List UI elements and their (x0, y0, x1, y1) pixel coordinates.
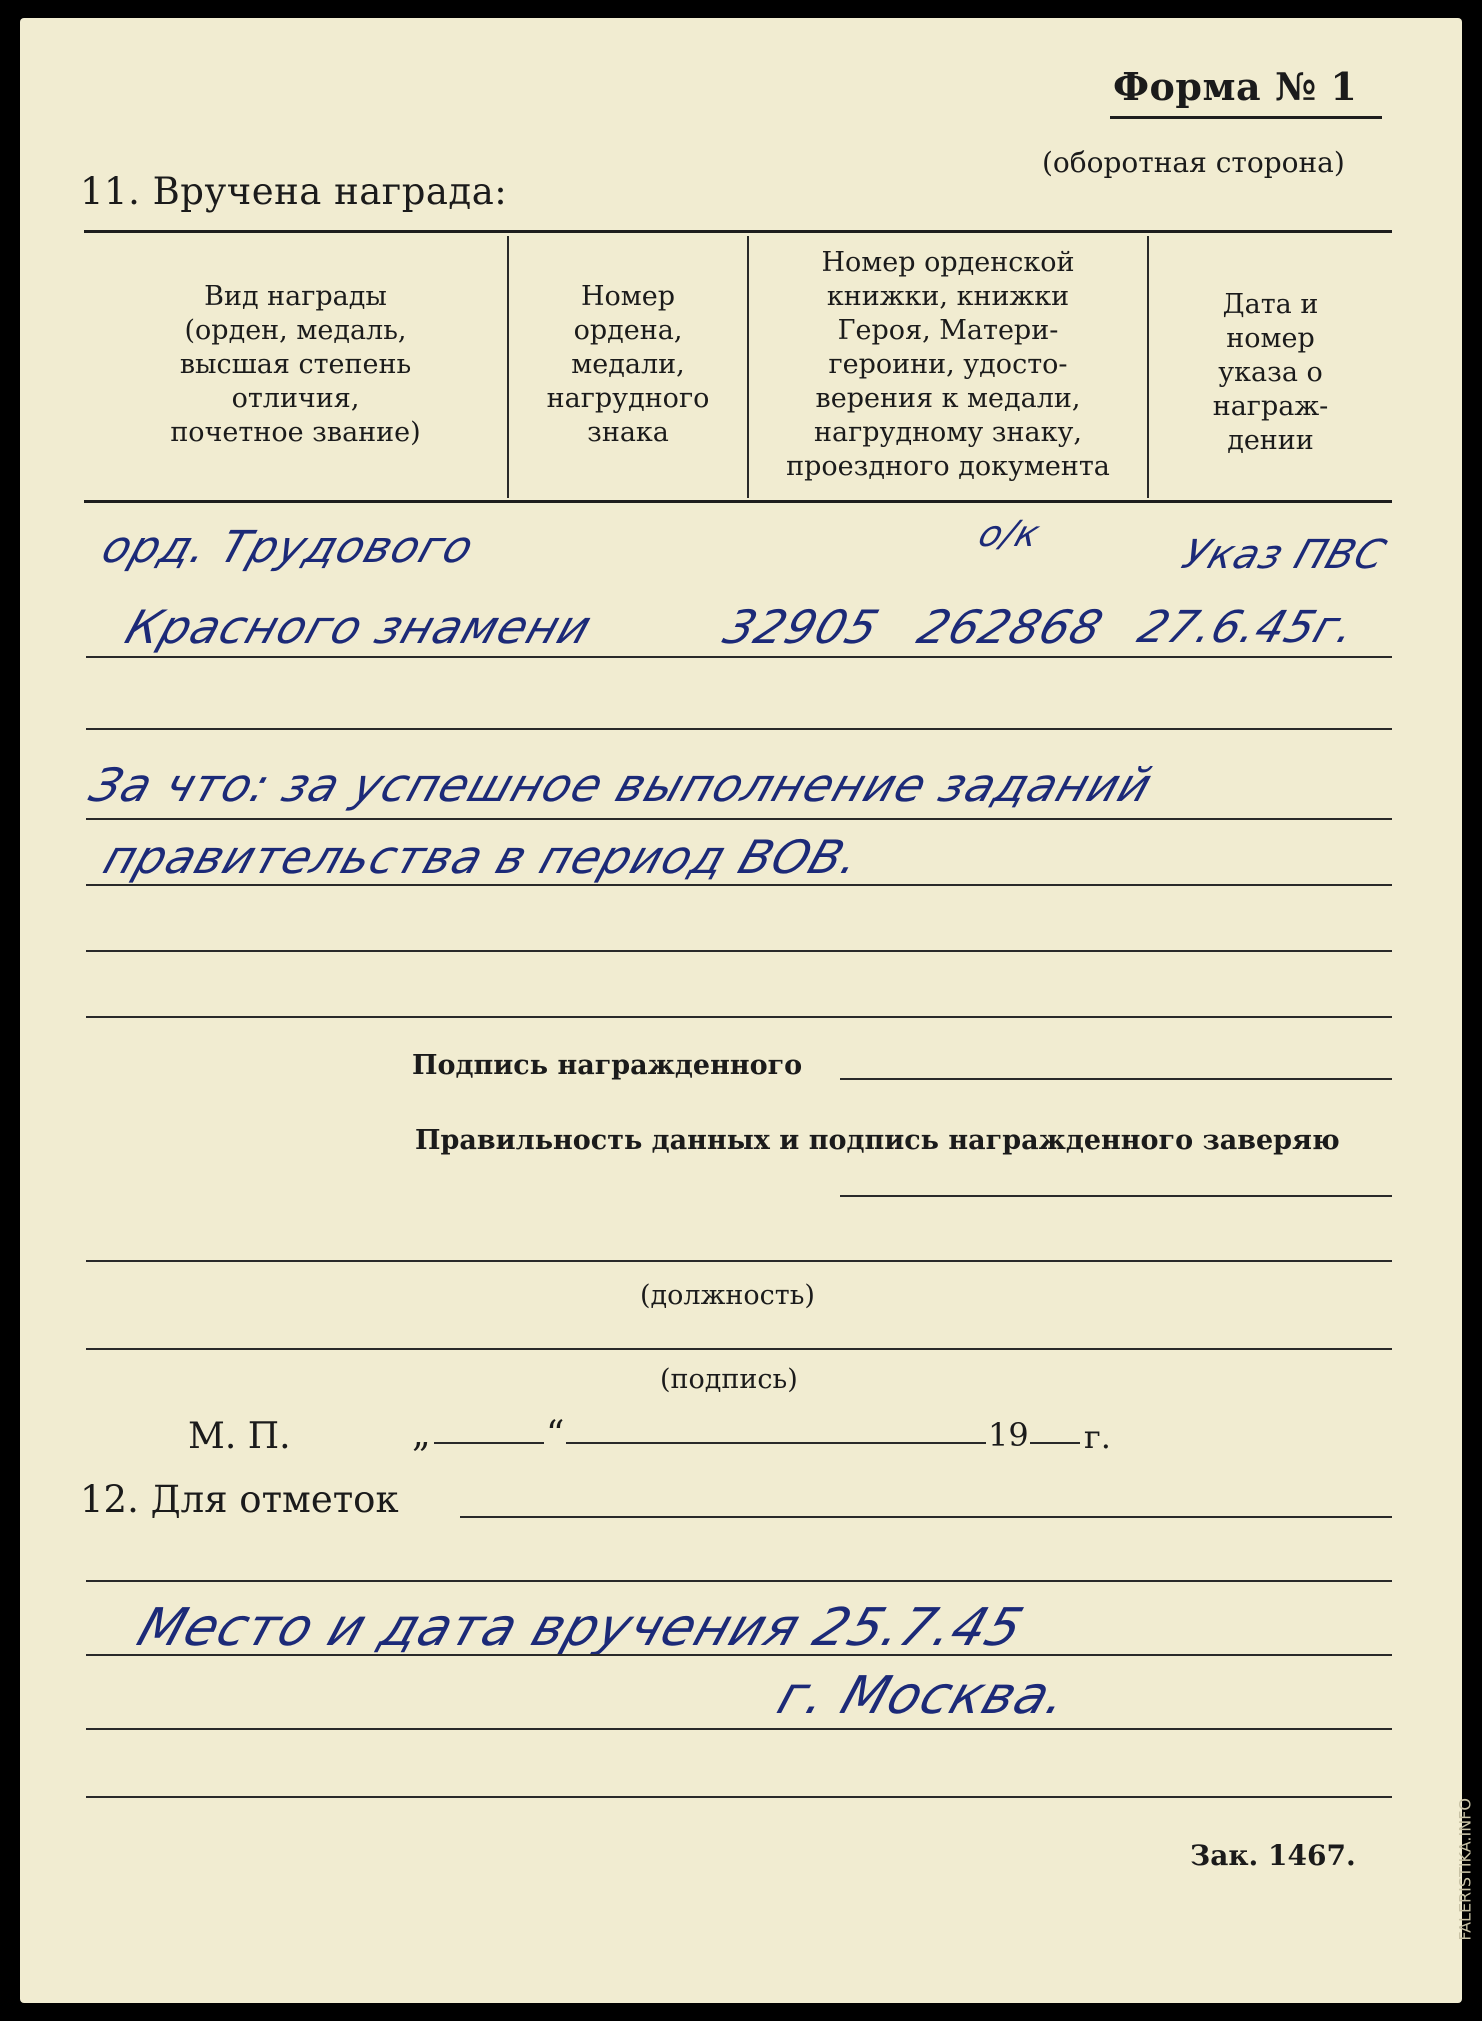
table-top-border (84, 230, 1392, 233)
year-suffix: г. (1084, 1418, 1111, 1456)
handwritten-notes-line1: Место и дата вручения 25.7.45 (130, 1598, 1031, 1658)
column-header-decree: Дата и номер указа о награж- дении (1212, 289, 1329, 456)
order-reference: Зак. 1467. (1190, 1839, 1356, 1872)
reason-line-2 (86, 884, 1392, 886)
position-line (86, 1260, 1392, 1262)
reason-line-3 (86, 950, 1392, 952)
handwritten-award-line2: Красного знамени (119, 600, 599, 654)
signature-caption: (подпись) (660, 1364, 798, 1395)
reason-line-4 (86, 1016, 1392, 1018)
section-11-title: 11. Вручена награда: (80, 170, 508, 213)
date-year-line (1030, 1442, 1080, 1444)
handwritten-award-line1: орд. Трудового (95, 522, 481, 573)
handwritten-booklet-mark: о/к (973, 514, 1046, 555)
form-page (20, 18, 1475, 2003)
notes-line-2 (86, 1654, 1392, 1656)
handwritten-reason-line1: За что: за успешное выполнение заданий (83, 758, 1160, 812)
signature-line (86, 1348, 1392, 1350)
certify-line (840, 1195, 1392, 1197)
table-row-line-1 (86, 656, 1392, 658)
form-title: Форма № 1 (1113, 64, 1358, 109)
stamp-label: М. П. (188, 1416, 291, 1457)
reason-line-1 (86, 818, 1392, 820)
handwritten-decree-date: 27.6.45г. (1131, 602, 1363, 653)
notes-line-3 (86, 1728, 1392, 1730)
date-close-quote: “ (546, 1414, 565, 1455)
table-row-line-2 (86, 728, 1392, 730)
handwritten-booklet-number: 262868 (911, 600, 1111, 654)
recipient-signature-label: Подпись награжденного (412, 1050, 803, 1081)
table-header-bottom-border (84, 500, 1392, 503)
recipient-signature-line (840, 1078, 1392, 1080)
site-watermark: FALERISTIKA.INFO (1456, 1798, 1475, 1941)
position-caption: (должность) (640, 1280, 815, 1311)
year-prefix: 19 (988, 1416, 1029, 1454)
handwritten-decree-line1: Указ ПВС (1176, 532, 1392, 578)
notes-line-4 (86, 1796, 1392, 1798)
column-header-award-type: Вид награды (орден, медаль, высшая степень отличия, почетное звание) (170, 281, 421, 448)
date-open-quote: „ (412, 1414, 431, 1455)
form-side-note: (оборотная сторона) (1042, 146, 1345, 179)
date-month-line (566, 1442, 986, 1444)
certify-label: Правильность данных и подпись награжденного заверяю (415, 1125, 1340, 1156)
handwritten-notes-line2: г. Москва. (770, 1666, 1076, 1726)
notes-line-1 (86, 1580, 1392, 1582)
form-title-underline (1110, 116, 1382, 119)
column-header-award-number: Номер ордена, медали, нагрудного знака (546, 281, 710, 448)
column-header-booklet-number: Номер орденской книжки, книжки Героя, Матери- героини, удосто- верения к медали, нагрудному знаку, проездного документа (786, 247, 1110, 482)
notes-line-0 (460, 1516, 1392, 1518)
handwritten-reason-line2: правительства в период ВОВ. (97, 830, 868, 884)
section-12-title: 12. Для отметок (80, 1478, 399, 1521)
date-day-line (434, 1442, 544, 1444)
handwritten-order-number: 32905 (717, 600, 887, 654)
